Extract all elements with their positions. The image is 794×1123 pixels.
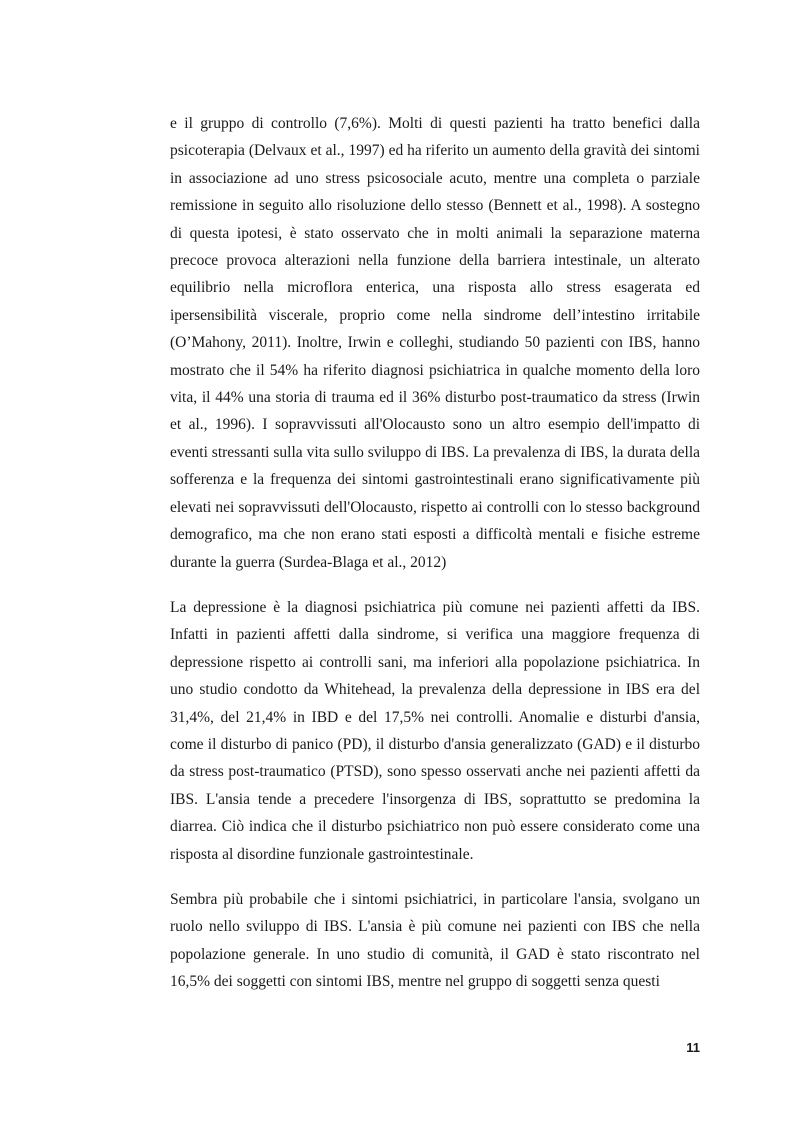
paragraph-3: Sembra più probabile che i sintomi psichiatrici, in particolare l'ansia, svolgano un ruolo nello sviluppo di IBS. L'ansia è più comune nei pazienti con IBS che nella popolazione generale. In uno studio di comunità, il GAD è stato riscontrato nel 16,5% dei soggetti con sintomi IBS, mentre nel gruppo di soggetti senza questi [170, 890, 700, 991]
paragraph-2: La depressione è la diagnosi psichiatrica più comune nei pazienti affetti da IBS. Infatti in pazienti affetti dalla sindrome, si verifica una maggiore frequenza di depressione rispetto ai controlli sani, ma inferiori alla popolazione psichiatrica. In uno studio condotto da Whitehead, la prevalenza della depressione in IBS era del 31,4%, del 21,4% in IBD e del 17,5% nei controlli. Anomalie e disturbi d'ansia, come il disturbo di panico (PD), il disturbo d'ansia generalizzato (GAD) e il disturbo da stress post-traumatico (PTSD), sono spesso osservati anche nei pazienti affetti da IBS. L'ansia tende a precedere l'insorgenza di IBS, soprattutto se predomina la diarrea. Ciò indica che il disturbo psichiatrico non può essere considerato come una risposta al disordine funzionale gastrointestinale. [170, 598, 700, 863]
body-text [170, 110, 700, 1014]
page-number: 11 [686, 1040, 700, 1055]
paragraph-1: e il gruppo di controllo (7,6%). Molti di questi pazienti ha tratto benefici dalla psicoterapia (Delvaux et al., 1997) ed ha riferito un aumento della gravità dei sintomi in associazione ad uno stress psicosociale acuto, mentre una completa o parziale remissione in seguito allo risoluzione dello stesso (Bennett et al., 1998). A sostegno di questa ipotesi, è stato osservato che in molti animali la separazione materna precoce provoca alterazioni nella funzione della barriera intestinale, un alterato equilibrio nella microflora enterica, una risposta allo stress esagerata ed ipersensibilità viscerale, proprio come nella sindrome dell’intestino irritabile (O’Mahony, 2011). Inoltre, Irwin e colleghi, studiando 50 pazienti con IBS, hanno mostrato che il 54% ha riferito diagnosi psichiatrica in qualche momento della loro vita, il 44% una storia di trauma ed il 36% disturbo post-traumatico da stress (Irwin et al., 1996). I sopravvissuti all'Olocausto sono un altro esempio dell'impatto di eventi stressanti sulla vita sullo sviluppo di IBS. La prevalenza di IBS, la durata della sofferenza e la frequenza dei sintomi gastrointestinali erano significativamente più elevati nei sopravvissuti dell'Olocausto, rispetto ai controlli con lo stesso background demografico, ma che non erano stati esposti a difficoltà mentali e fisiche estreme durante la guerra (Surdea-Blaga et al., 2012) [170, 115, 700, 571]
